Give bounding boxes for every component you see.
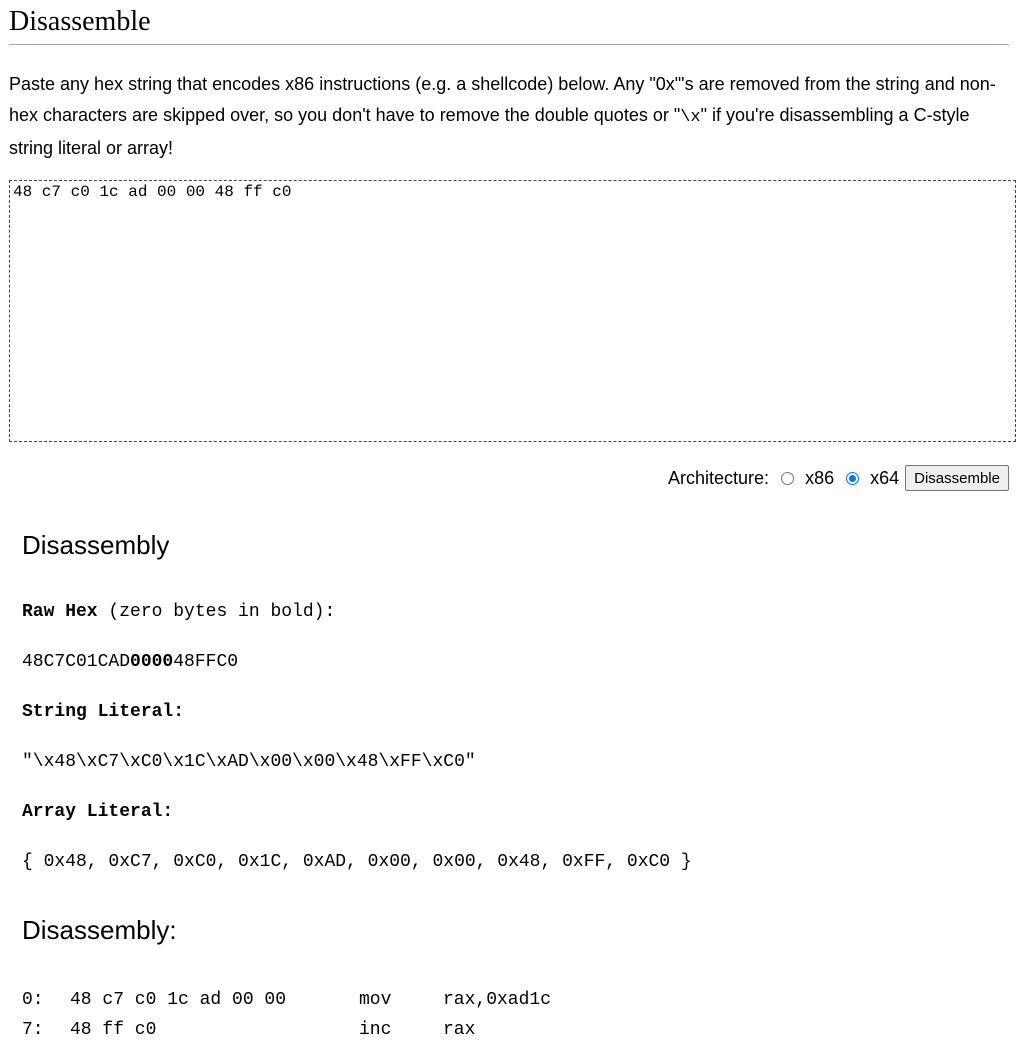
disassembly-title: Disassembly: — [22, 915, 177, 945]
radio-x86-label[interactable]: x86 — [805, 467, 835, 488]
instruction-bytes: 48 ff c0 — [70, 1020, 157, 1040]
string-literal-label: String Literal: — [22, 702, 185, 722]
architecture-selector — [668, 463, 1009, 493]
page-title: Disassemble — [9, 6, 151, 37]
instruction-mnemonic: inc — [359, 1020, 392, 1040]
radio-x64[interactable] — [846, 472, 859, 485]
instruction-mnemonic: mov — [359, 990, 392, 1010]
raw-hex-value — [22, 650, 238, 674]
instruction-operands: rax — [443, 1020, 476, 1040]
architecture-label: Architecture: — [668, 467, 770, 488]
instruction-address: 7: — [22, 1020, 44, 1040]
raw-hex-zero-bytes: 0000 — [130, 652, 174, 672]
instructions-text-part2: " if you're disassembling a C-style string literal or array! — [9, 105, 970, 158]
instructions-text-code: \x — [680, 108, 701, 127]
instruction-bytes: 48 c7 c0 1c ad 00 00 — [70, 990, 287, 1010]
instructions-text-part1: Paste any hex string that encodes x86 instructions (e.g. a shellcode) below. Any "0x"'s are removed from the string and non-hex characters are skipped over, so you don't have to remove the double quotes or " — [9, 74, 996, 125]
instruction-operands: rax,0xad1c — [443, 990, 552, 1010]
instruction-row — [22, 1015, 551, 1045]
array-literal-label: Array Literal: — [22, 802, 174, 822]
raw-hex-label: Raw Hex — [22, 602, 98, 622]
raw-hex-heading — [22, 600, 335, 624]
instruction-row — [22, 985, 551, 1015]
results-title: Disassembly — [22, 530, 170, 560]
hex-input[interactable] — [9, 180, 1016, 442]
string-literal-heading — [22, 700, 184, 724]
radio-x64-label[interactable]: x64 — [870, 467, 900, 488]
raw-hex-note: (zero bytes in bold): — [97, 602, 336, 622]
title-divider — [9, 44, 1009, 45]
instruction-address: 0: — [22, 990, 44, 1010]
radio-x86[interactable] — [781, 472, 794, 485]
instructions-text — [9, 69, 1013, 164]
string-literal-value: "\x48\xC7\xC0\x1C\xAD\x00\x00\x48\xFF\xC0" — [22, 752, 476, 772]
disassemble-button[interactable]: Disassemble — [905, 465, 1009, 491]
disassembly-listing — [22, 985, 551, 1045]
array-literal-heading — [22, 800, 173, 824]
array-literal-value: { 0x48, 0xC7, 0xC0, 0x1C, 0xAD, 0x00, 0x00, 0x48, 0xFF, 0xC0 } — [22, 852, 692, 872]
raw-hex-suffix: 48FFC0 — [173, 652, 239, 672]
raw-hex-prefix: 48C7C01CAD — [22, 652, 131, 672]
